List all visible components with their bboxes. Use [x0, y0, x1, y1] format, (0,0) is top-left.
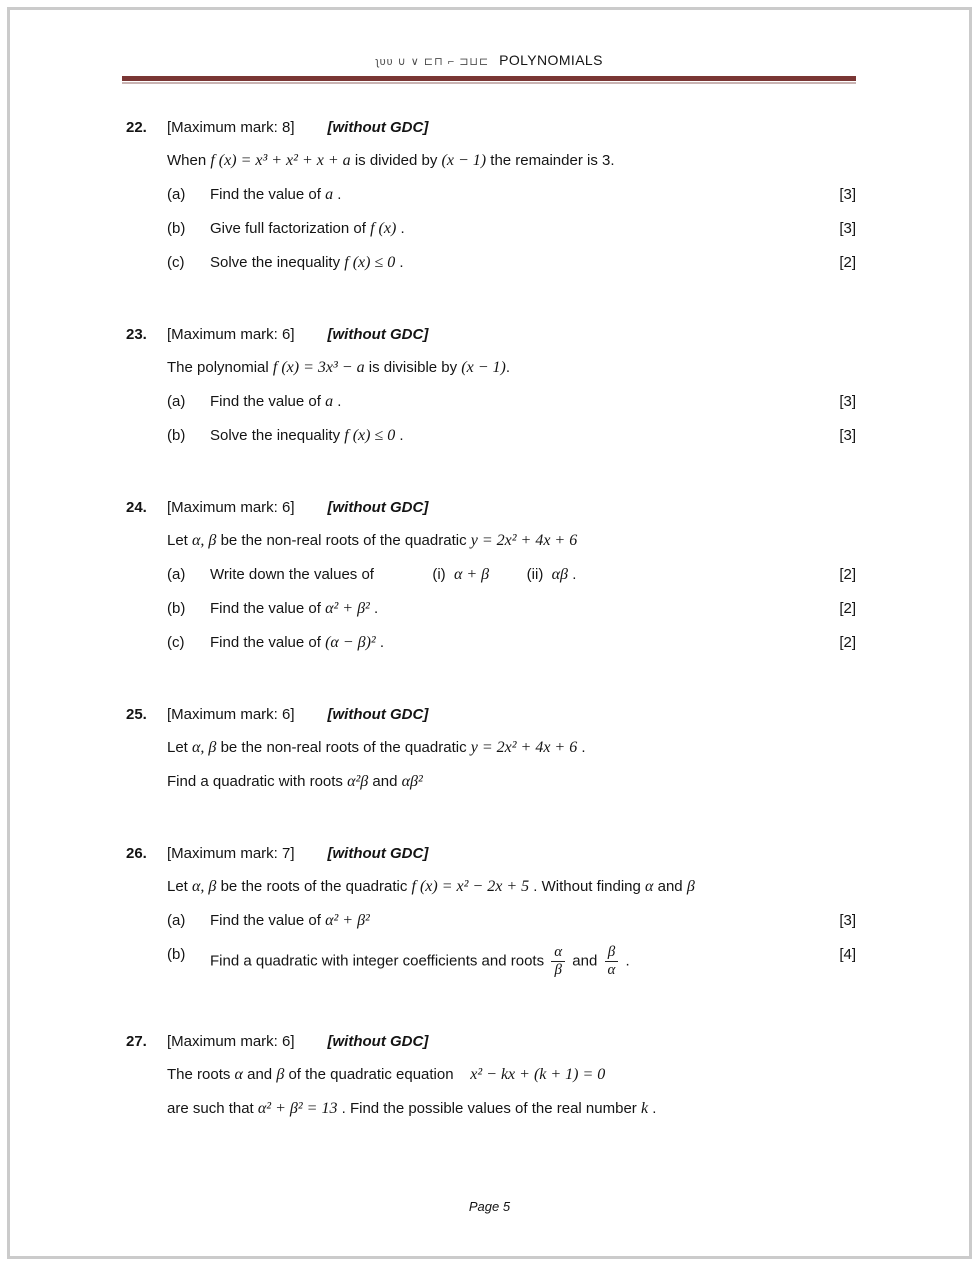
question-number: 23.	[126, 326, 147, 343]
text-run: Let	[167, 739, 193, 756]
question-part	[167, 252, 856, 273]
text-run: Find the value of	[210, 912, 326, 929]
text-run: Find the value of	[210, 186, 326, 203]
math-run: α, β	[192, 739, 217, 756]
question-number: 24.	[126, 499, 147, 516]
text-run: and	[368, 773, 402, 790]
fraction-denominator: α	[607, 962, 616, 979]
question-header	[126, 325, 856, 344]
part-text	[210, 632, 816, 653]
text-run: .	[395, 427, 404, 444]
text-run: .	[395, 254, 404, 271]
text-run: .	[396, 220, 405, 237]
math-run: y = 2x² + 4x + 6	[470, 532, 578, 549]
question-intro	[167, 771, 856, 792]
text-run: .	[375, 634, 385, 651]
text-run: Solve the inequality	[210, 427, 345, 444]
header-rule-shadow	[122, 82, 856, 84]
question-intro	[167, 1064, 856, 1085]
text-run: the remainder is 3.	[486, 152, 615, 169]
question-part	[167, 632, 856, 653]
page-number: Page 5	[468, 1199, 511, 1214]
text-run: (ii)	[489, 566, 552, 583]
text-run: .	[577, 739, 586, 756]
math-run: (x − 1)	[441, 152, 487, 169]
text-run: Find the value of	[210, 600, 326, 617]
math-run: x² − kx + (k + 1) = 0	[470, 1065, 606, 1083]
math-run: α, β	[192, 878, 217, 895]
question-body	[167, 150, 856, 273]
part-label: (a)	[167, 912, 186, 929]
part-text	[210, 598, 816, 619]
part-label: (b)	[167, 220, 186, 237]
text-run: Solve the inequality	[210, 254, 345, 271]
question-number: 27.	[126, 1032, 147, 1050]
without-gdc-label: [without GDC]	[327, 706, 429, 723]
math-run: α	[645, 878, 654, 895]
question-header	[126, 498, 856, 517]
text-run: .	[333, 393, 342, 410]
question-23	[126, 325, 856, 446]
part-mark: [3]	[839, 393, 856, 410]
text-run: The polynomial	[167, 359, 273, 376]
question-body	[167, 357, 856, 446]
question-number: 26.	[126, 845, 147, 862]
part-text	[210, 425, 816, 446]
text-run: be the non-real roots of the quadratic	[216, 532, 471, 549]
question-part	[167, 218, 856, 239]
part-mark: [2]	[839, 566, 856, 583]
question-number: 22.	[126, 119, 147, 136]
part-mark: [3]	[839, 186, 856, 203]
maximum-mark-label: [Maximum mark: 6]	[167, 499, 295, 516]
math-run: a	[325, 186, 334, 203]
page-title: POLYNOMIALS	[499, 52, 603, 68]
text-run: When	[167, 152, 211, 169]
math-run: f (x)	[370, 220, 397, 237]
question-body	[167, 530, 856, 653]
text-run: .	[505, 359, 511, 376]
question-part	[167, 184, 856, 205]
math-run: β	[686, 878, 695, 895]
part-label: (a)	[167, 186, 186, 203]
question-header	[126, 118, 856, 137]
math-run: f (x) ≤ 0	[344, 254, 396, 271]
math-run: αβ	[551, 566, 569, 583]
math-run: α² + β² = 13	[257, 1099, 338, 1117]
without-gdc-label: [without GDC]	[327, 1032, 429, 1050]
text-run: Write down the values of (i)	[210, 566, 454, 583]
text-run: and	[242, 1065, 277, 1083]
part-mark: [2]	[839, 634, 856, 651]
maximum-mark-label: [Maximum mark: 6]	[167, 1032, 295, 1050]
text-run: be the roots of the quadratic	[216, 878, 412, 895]
math-fraction	[551, 944, 565, 980]
math-run: β	[276, 1065, 285, 1083]
text-run: .	[648, 1099, 657, 1117]
part-label: (a)	[167, 566, 186, 583]
math-run: f (x) ≤ 0	[344, 427, 396, 444]
question-part	[167, 391, 856, 412]
math-run: α	[234, 1065, 243, 1083]
text-run: .	[621, 952, 630, 970]
text-run: Find a quadratic with roots	[167, 773, 348, 790]
question-part	[167, 944, 856, 980]
text-run: is divisible by	[364, 359, 462, 376]
question-22	[126, 118, 856, 273]
text-run: Give full factorization of	[210, 220, 371, 237]
part-mark: [2]	[839, 254, 856, 271]
part-text	[210, 184, 816, 205]
part-text	[210, 564, 816, 585]
part-text	[210, 944, 816, 980]
math-run: y = 2x² + 4x + 6	[470, 739, 578, 756]
text-run: Let	[167, 878, 193, 895]
question-header	[126, 844, 856, 863]
math-run: α² + β²	[325, 600, 370, 617]
text-run: is divided by	[350, 152, 442, 169]
math-run: f (x) = x² − 2x + 5	[411, 878, 530, 895]
without-gdc-label: [without GDC]	[327, 845, 429, 862]
question-intro	[167, 876, 856, 897]
text-run: .	[568, 566, 577, 583]
question-24	[126, 498, 856, 653]
fraction-numerator: α	[551, 944, 565, 962]
part-mark: [3]	[839, 427, 856, 444]
text-run: are such that	[167, 1099, 258, 1117]
header-rule	[122, 76, 856, 84]
text-run: of the quadratic equation	[284, 1065, 471, 1083]
fraction-denominator: β	[554, 962, 562, 979]
maximum-mark-label: [Maximum mark: 6]	[167, 706, 295, 723]
question-number: 25.	[126, 706, 147, 723]
text-run: Let	[167, 532, 193, 549]
part-text	[210, 252, 816, 273]
text-run: be the non-real roots of the quadratic	[216, 739, 471, 756]
question-body	[167, 876, 856, 980]
without-gdc-label: [without GDC]	[327, 326, 429, 343]
text-run: Find the value of	[210, 393, 326, 410]
math-run: α + β	[453, 566, 490, 583]
header-rule-main	[122, 76, 856, 81]
question-body	[167, 1064, 856, 1119]
question-header	[126, 705, 856, 724]
part-text	[210, 391, 816, 412]
question-header	[126, 1032, 856, 1051]
question-body	[167, 737, 856, 792]
math-run: (x − 1)	[461, 359, 506, 376]
text-run: . Without finding	[529, 878, 646, 895]
part-mark: [4]	[839, 946, 856, 963]
part-mark: [3]	[839, 220, 856, 237]
part-text	[210, 218, 816, 239]
part-label: (b)	[167, 427, 186, 444]
questions-container	[126, 118, 856, 1119]
maximum-mark-label: [Maximum mark: 6]	[167, 326, 295, 343]
maximum-mark-label: [Maximum mark: 7]	[167, 845, 295, 862]
text-run: The roots	[167, 1065, 235, 1083]
question-intro	[167, 357, 856, 378]
question-part	[167, 910, 856, 931]
without-gdc-label: [without GDC]	[327, 499, 429, 516]
math-run: α² + β²	[325, 912, 370, 929]
math-fraction	[605, 944, 619, 980]
text-run: .	[333, 186, 342, 203]
part-label: (b)	[167, 946, 186, 963]
text-run: . Find the possible values of the real number	[337, 1099, 641, 1117]
math-run: f (x) = x³ + x² + x + a	[210, 152, 351, 169]
math-run: α²β	[347, 773, 369, 790]
without-gdc-label: [without GDC]	[327, 119, 429, 136]
math-run: k	[640, 1099, 649, 1117]
math-run: a	[325, 393, 334, 410]
math-run: α, β	[192, 532, 217, 549]
part-label: (c)	[167, 254, 185, 271]
part-label: (b)	[167, 600, 186, 617]
question-27	[126, 1032, 856, 1119]
page-footer	[0, 1199, 979, 1214]
text-run: Find a quadratic with integer coefficients and roots	[210, 952, 549, 970]
maximum-mark-label: [Maximum mark: 8]	[167, 119, 295, 136]
question-intro	[167, 737, 856, 758]
text-run: .	[369, 600, 379, 617]
math-run: f (x) = 3x³ − a	[272, 359, 365, 376]
part-label: (a)	[167, 393, 186, 410]
text-run: and	[653, 878, 687, 895]
math-run: (α − β)²	[325, 634, 376, 651]
question-part	[167, 598, 856, 619]
question-26	[126, 844, 856, 980]
part-label: (c)	[167, 634, 185, 651]
question-intro	[167, 530, 856, 551]
fraction-numerator: β	[605, 944, 618, 962]
text-run: and	[568, 952, 602, 970]
question-part	[167, 425, 856, 446]
math-run: αβ²	[401, 773, 423, 790]
question-part	[167, 564, 856, 585]
question-intro	[167, 1098, 856, 1119]
part-mark: [2]	[839, 600, 856, 617]
page-header	[0, 52, 979, 71]
part-text	[210, 910, 816, 931]
question-25	[126, 705, 856, 792]
clipped-header-fragment: ʅυʋ ∪ ∨ ⊏⊓ ⌐ ⊐⊔⊏	[376, 56, 490, 68]
text-run: Find the value of	[210, 634, 326, 651]
question-intro	[167, 150, 856, 171]
part-mark: [3]	[839, 912, 856, 929]
